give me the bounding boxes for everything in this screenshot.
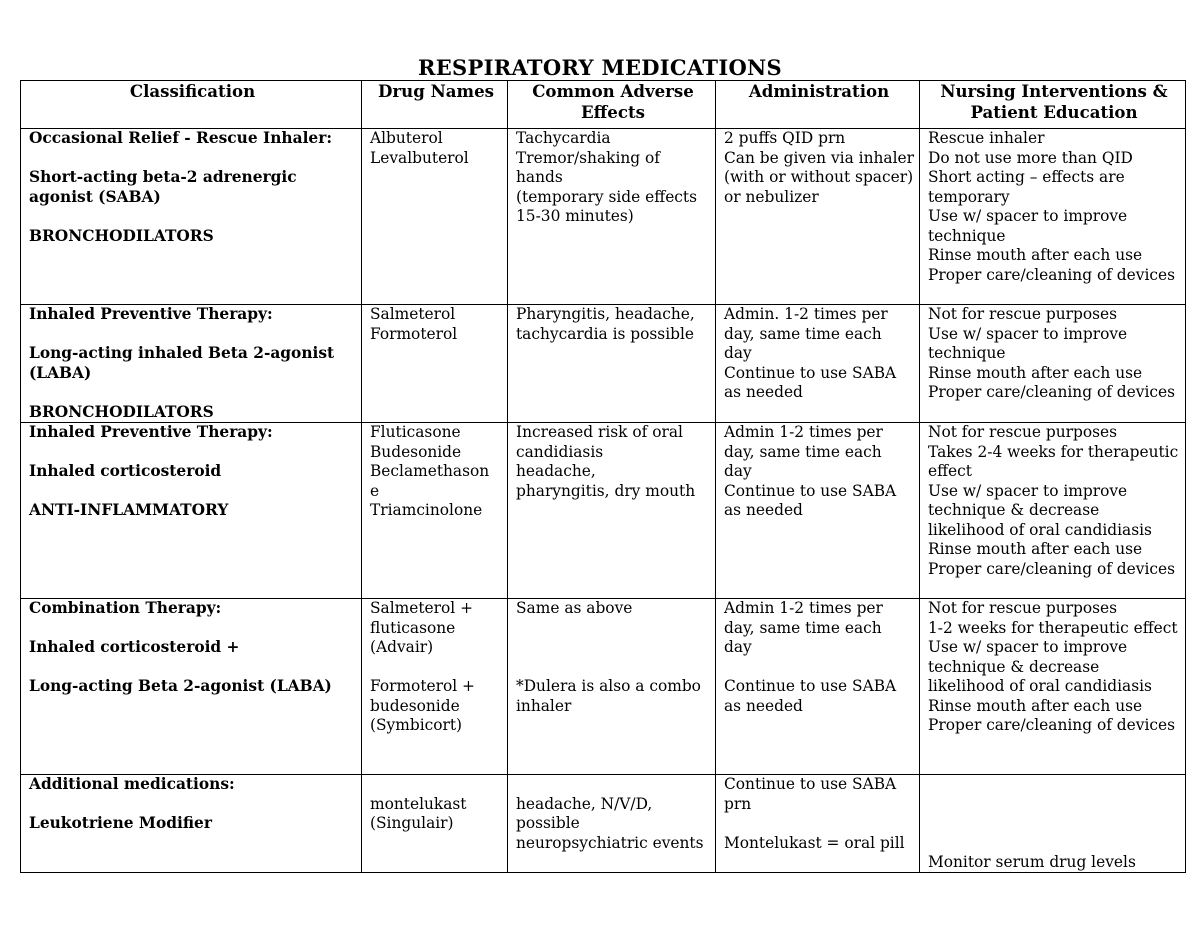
table-row [21,599,1186,775]
cell-adverse-effects: Increased risk of oral candidiasis headache, pharyngitis, dry mouth [508,423,716,599]
cell-classification: Inhaled Preventive Therapy: Long-acting inhaled Beta 2-agonist (LABA) BRONCHODILATORS [21,305,362,423]
cell-drug-names: Salmeterol Formoterol [362,305,508,423]
header-drug-names: Drug Names [362,81,508,129]
cell-administration: Admin 1-2 times per day, same time each day Continue to use SABA as needed [716,423,920,599]
table-row [21,423,1186,599]
cell-classification: Combination Therapy: Inhaled corticosteroid + Long-acting Beta 2-agonist (LABA) [21,599,362,775]
cell-nursing: Monitor serum drug levels [920,775,1186,873]
cell-nursing: Not for rescue purposes Takes 2-4 weeks for therapeutic effect Use w/ spacer to improve technique & decrease likelihood of oral candidiasis Rinse mouth after each use Proper care/cleaning of devices [920,423,1186,599]
cell-adverse-effects: Tachycardia Tremor/shaking of hands (temporary side effects 15-30 minutes) [508,129,716,305]
header-nursing: Nursing Interventions & Patient Education [920,81,1186,129]
cell-nursing: Not for rescue purposes Use w/ spacer to improve technique Rinse mouth after each use Proper care/cleaning of devices [920,305,1186,423]
cell-adverse-effects: Same as above *Dulera is also a combo inhaler [508,599,716,775]
cell-drug-names: montelukast (Singulair) [362,775,508,873]
cell-drug-names: Salmeterol + fluticasone (Advair) Formoterol + budesonide (Symbicort) [362,599,508,775]
header-administration: Administration [716,81,920,129]
header-classification: Classification [21,81,362,129]
cell-administration: Admin. 1-2 times per day, same time each day Continue to use SABA as needed [716,305,920,423]
cell-drug-names: Albuterol Levalbuterol [362,129,508,305]
medications-table [20,80,1186,873]
table-row [21,775,1186,873]
table-row [21,305,1186,423]
cell-classification: Additional medications: Leukotriene Modifier [21,775,362,873]
cell-classification: Inhaled Preventive Therapy: Inhaled corticosteroid ANTI-INFLAMMATORY [21,423,362,599]
document-title: RESPIRATORY MEDICATIONS [417,55,782,80]
cell-adverse-effects: headache, N/V/D, possible neuropsychiatric events [508,775,716,873]
cell-adverse-effects: Pharyngitis, headache, tachycardia is possible [508,305,716,423]
header-row [21,81,1186,129]
cell-nursing: Not for rescue purposes 1-2 weeks for therapeutic effect Use w/ spacer to improve technique & decrease likelihood of oral candidiasis Rinse mouth after each use Proper care/cleaning of devices [920,599,1186,775]
cell-drug-names: Fluticasone Budesonide Beclamethason e Triamcinolone [362,423,508,599]
cell-nursing: Rescue inhaler Do not use more than QID Short acting – effects are temporary Use w/ spacer to improve technique Rinse mouth after each use Proper care/cleaning of devices [920,129,1186,305]
cell-administration: 2 puffs QID prn Can be given via inhaler (with or without spacer) or nebulizer [716,129,920,305]
header-adverse-effects: Common Adverse Effects [508,81,716,129]
table-row [21,129,1186,305]
cell-administration: Admin 1-2 times per day, same time each day Continue to use SABA as needed [716,599,920,775]
cell-administration: Continue to use SABA prn Montelukast = oral pill [716,775,920,873]
cell-classification: Occasional Relief - Rescue Inhaler: Short-acting beta-2 adrenergic agonist (SABA) BRONCHODILATORS [21,129,362,305]
